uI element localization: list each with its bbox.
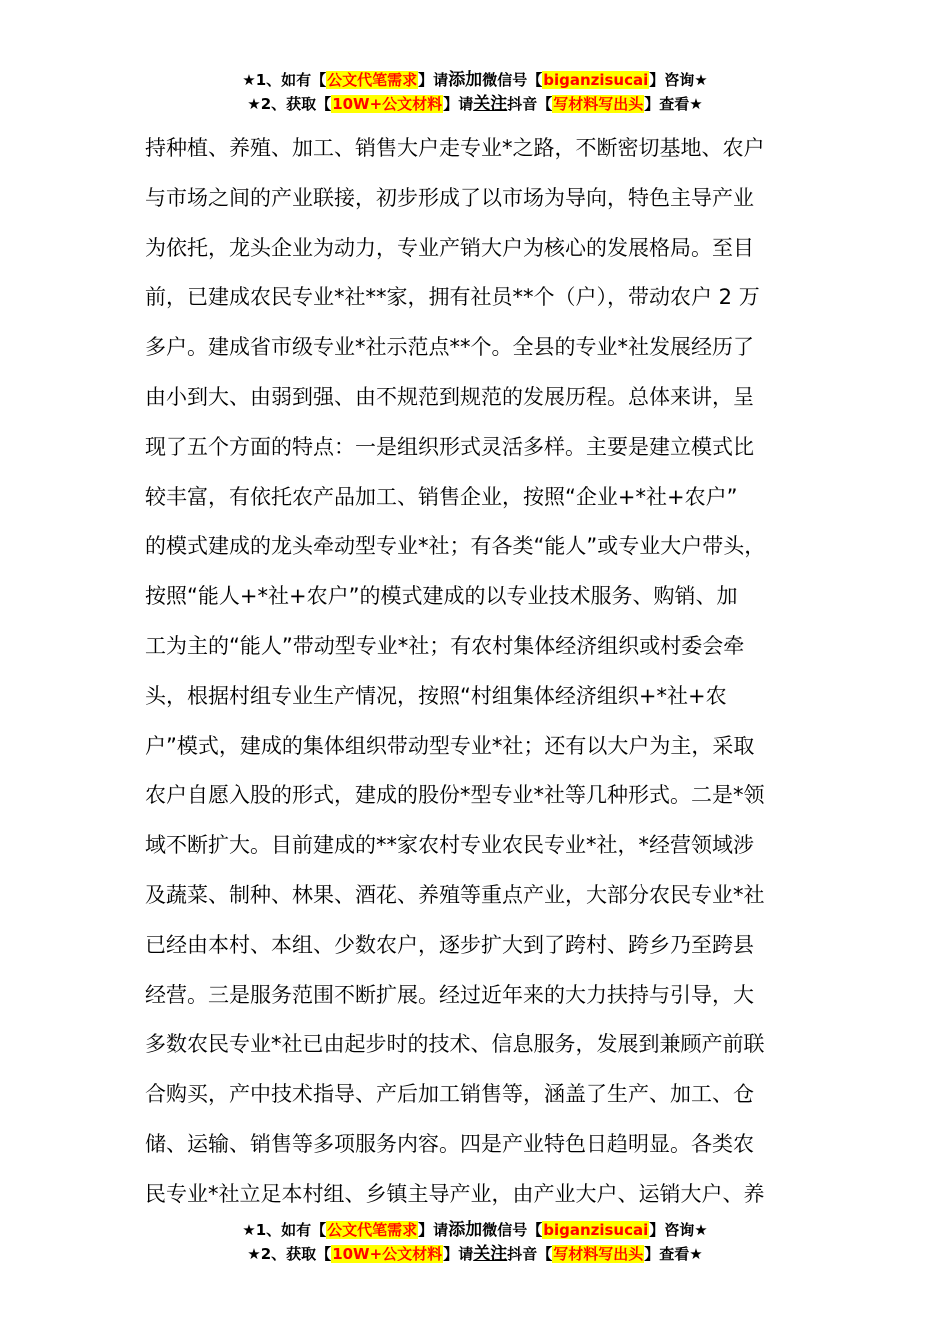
- body-line: 储、运输、销售等多项服务内容。四是产业特色日趋明显。各类农: [145, 1131, 754, 1156]
- banner-text: 】请: [443, 1245, 474, 1263]
- body-line: 多数农民专业*社已由起步时的技术、信息服务，发展到兼顾产前联: [145, 1032, 765, 1057]
- header-banner: [0, 68, 950, 116]
- banner-emphasis: 添加: [448, 1220, 483, 1240]
- body-line: 较丰富，有依托农产品加工、销售企业，按照“企业+*社+农户”: [145, 484, 738, 509]
- banner-highlight: 公文代笔需求: [327, 71, 418, 89]
- body-line: 为依托，龙头企业为动力，专业产销大户为核心的发展格局。至目: [145, 235, 754, 260]
- body-line: 及蔬菜、制种、林果、酒花、养殖等重点产业，大部分农民专业*社: [145, 882, 765, 907]
- body-line: 工为主的“能人”带动型专业*社；有农村集体经济组织或村委会牵: [145, 633, 745, 658]
- banner-text: 】查看★: [644, 95, 703, 113]
- body-line: 现了五个方面的特点：一是组织形式灵活多样。主要是建立模式比: [145, 434, 754, 459]
- footer-banner: [0, 1218, 950, 1266]
- body-line: 前，已建成农民专业*社**家，拥有社员**个（户），带动农户 2 万: [145, 285, 760, 310]
- banner-text: ★1、如有【: [242, 71, 327, 89]
- banner-line-1: [0, 1218, 950, 1242]
- banner-highlight: biganzisucai: [543, 71, 649, 89]
- banner-text: 微信号【: [482, 71, 543, 89]
- body-line: 民专业*社立足本村组、乡镇主导产业，由产业大户、运销大户、养: [145, 1181, 765, 1206]
- banner-emphasis: 关注: [473, 94, 508, 114]
- body-line: 经营。三是服务范围不断扩展。经过近年来的大力扶持与引导，大: [145, 982, 754, 1007]
- body-line: 多户。建成省市级专业*社示范点**个。全县的专业*社发展经历了: [145, 335, 754, 360]
- banner-text: 抖音【: [507, 95, 553, 113]
- banner-highlight: 写材料写出头: [553, 1245, 644, 1263]
- banner-emphasis: 关注: [473, 1244, 508, 1264]
- banner-line-2: [0, 92, 950, 116]
- banner-text: ★1、如有【: [242, 1221, 327, 1239]
- banner-text: 】咨询★: [649, 1221, 708, 1239]
- body-line: 户”模式，建成的集体组织带动型专业*社；还有以大户为主，采取: [145, 733, 755, 758]
- banner-highlight: 10W+公文材料: [332, 95, 443, 113]
- banner-highlight: 公文代笔需求: [327, 1221, 418, 1239]
- banner-text: 抖音【: [507, 1245, 553, 1263]
- body-line: 已经由本村、本组、少数农户，逐步扩大到了跨村、跨乡乃至跨县: [145, 932, 754, 957]
- body-line: 域不断扩大。目前建成的**家农村专业农民专业*社，*经营领域涉: [145, 833, 754, 858]
- banner-line-1: [0, 68, 950, 92]
- body-line: 按照“能人+*社+农户”的模式建成的以专业技术服务、购销、加: [145, 584, 738, 609]
- body-line: 农户自愿入股的形式，建成的股份*型专业*社等几种形式。二是*领: [145, 783, 765, 808]
- banner-text: 】请: [443, 95, 474, 113]
- banner-text: 】请: [418, 71, 449, 89]
- banner-text: ★2、获取【: [247, 95, 332, 113]
- banner-emphasis: 添加: [448, 70, 483, 90]
- banner-text: ★2、获取【: [247, 1245, 332, 1263]
- banner-text: 】查看★: [644, 1245, 703, 1263]
- banner-highlight: 10W+公文材料: [332, 1245, 443, 1263]
- banner-text: 】请: [418, 1221, 449, 1239]
- body-line: 头，根据村组专业生产情况，按照“村组集体经济组织+*社+农: [145, 683, 727, 708]
- body-line: 与市场之间的产业联接，初步形成了以市场为导向，特色主导产业: [145, 185, 754, 210]
- document-body: [145, 124, 825, 1220]
- banner-text: 】咨询★: [649, 71, 708, 89]
- banner-highlight: biganzisucai: [543, 1221, 649, 1239]
- banner-highlight: 写材料写出头: [553, 95, 644, 113]
- body-line: 合购买，产中技术指导、产后加工销售等，涵盖了生产、加工、仓: [145, 1082, 754, 1107]
- banner-text: 微信号【: [482, 1221, 543, 1239]
- banner-line-2: [0, 1242, 950, 1266]
- body-line: 由小到大、由弱到强、由不规范到规范的发展历程。总体来讲，呈: [145, 384, 754, 409]
- body-line: 持种植、养殖、加工、销售大户走专业*之路，不断密切基地、农户: [145, 136, 765, 160]
- body-line: 的模式建成的龙头牵动型专业*社；有各类“能人”或专业大户带头，: [145, 534, 766, 559]
